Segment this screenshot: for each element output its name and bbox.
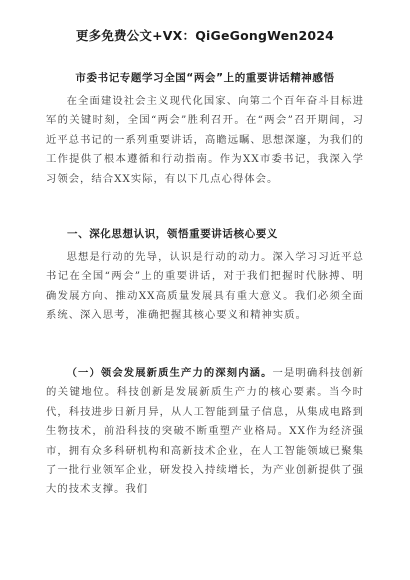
intro-block [46,92,364,189]
section-1-paragraph: 思想是行动的先导，认识是行动的动力。深入学习习近平总书记在全国“两会”上的重要讲话，对于我们把握时代脉搏、明确发展方向、推动XX高质量发展具有重大意义。我们必须全面系统、深入思考，准确把握其核心要义和精神实质。 [46,251,364,322]
subsection-1-text: 一是明确科技创新的关键地位。科技创新是发展新质生产力的核心要素。当今时代，科技进步日新月异，从人工智能到量子信息，从集成电路到生物技术，前沿科技的突破不断重塑产业格局。XX作为经济强市，拥有众多科研机构和高新技术企业，在人工智能领域已聚集了一批行业领军企业，研发投入持续增长，为产业创新提供了强大的技术支撑。我们 [46,367,364,496]
section-1-block [46,248,364,326]
subsection-1-paragraph [46,364,364,500]
subsection-1-block [46,364,364,500]
section-1-heading: 一、深化思想认识，领悟重要讲话核心要义 [67,228,278,240]
intro-paragraph: 在全面建设社会主义现代化国家、向第二个百年奋斗目标进军的关键时刻，全国“两会”胜利召开。在“两会”召开期间，习近平总书记的一系列重要讲话，高瞻远瞩、思想深邃，为我们的工作提供了根本遵循和行动指南。作为XX市委书记，我深入学习领会，结合XX实际，有以下几点心得体会。 [46,95,364,185]
subsection-1-heading: （一）领会发展新质生产力的深刻内涵。 [66,367,273,379]
promo-header: 更多免费公文+VX：QiGeGongWen2024 [75,28,335,43]
document-title: 市委书记专题学习全国“两会”上的重要讲话精神感悟 [75,72,335,84]
